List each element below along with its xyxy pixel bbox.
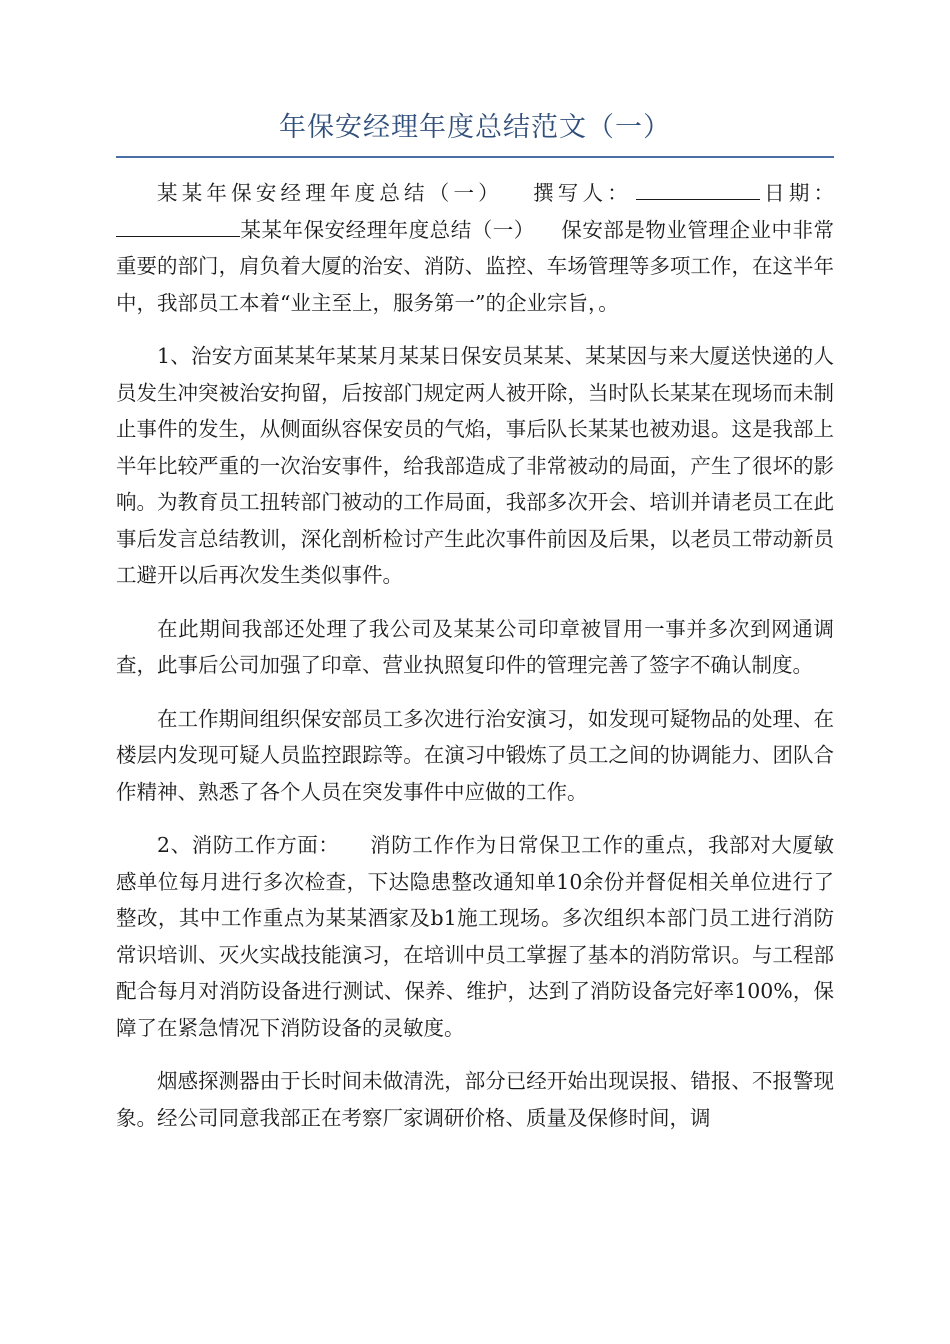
- seal-paragraph: 在此期间我部还处理了我公司及某某公司印章被冒用一事并多次到网通调查，此事后公司加强了印章、营业执照复印件的管理完善了签字不确认制度。: [116, 616, 834, 677]
- document-title: 年保安经理年度总结范文（一）: [279, 112, 671, 143]
- date-label: 日期：: [759, 181, 835, 205]
- fire-paragraph: [116, 827, 834, 1046]
- security-paragraph: 1、治安方面某某年某某月某某日保安员某某、某某因与来大厦送快递的人员发生冲突被治安拘留，后按部门规定两人被开除，当时队长某某在现场而未制止事件的发生，从侧面纵容保安员的气焰，事后队长某某也被劝退。这是我部上半年比较严重的一次治安事件，给我部造成了非常被动的局面，产生了很坏的影响。为教育员工扭转部门被动的工作局面，我部多次开会、培训并请老员工在此事后发言总结教训，深化剖析检讨产生此次事件前因及后果，以老员工带动新员工避开以后再次发生类似事件。: [116, 344, 834, 587]
- author-label: 撰写人：: [528, 181, 632, 205]
- fire-body: 消防工作作为日常保卫工作的重点，我部对大厦敏感单位每月进行多次检查，下达隐患整改通知单10余份并督促相关单位进行了整改，其中工作重点为某某酒家及b1施工现场。多次组织本部门员工进行消防常识培训、灭火实战技能演习，在培训中员工掌握了基本的消防常识。与工程部配合每月对消防设备进行测试、保养、维护，达到了消防设备完好率100%，保障了在紧急情况下消防设备的灵敏度。: [116, 833, 834, 1040]
- date-blank: [116, 214, 240, 237]
- title-block: [116, 110, 834, 158]
- smoke-detector-paragraph: 烟感探测器由于长时间未做清洗，部分已经开始出现误报、错报、不报警现象。经公司同意我部正在考察厂家调研价格、质量及保修时间，调: [116, 1069, 834, 1130]
- author-blank: [636, 177, 760, 200]
- intro-body: 保安部是物业管理企业中非常重要的部门，肩负着大厦的治安、消防、监控、车场管理等多项工作，在这半年中，我部员工本着“业主至上，服务第一”的企业宗旨，。: [116, 217, 835, 315]
- intro-subheading: 某某年保安经理年度总结（一）: [240, 217, 535, 242]
- document-body: [116, 175, 834, 1153]
- intro-heading: 某某年保安经理年度总结（一）: [157, 181, 503, 205]
- fire-heading: 2、消防工作方面：: [157, 833, 340, 857]
- drill-paragraph: 在工作期间组织保安部员工多次进行治安演习，如发现可疑物品的处理、在楼层内发现可疑人员监控跟踪等。在演习中锻炼了员工之间的协调能力、团队合作精神、熟悉了各个人员在突发事件中应做的工作。: [116, 706, 834, 804]
- intro-paragraph: [116, 175, 834, 321]
